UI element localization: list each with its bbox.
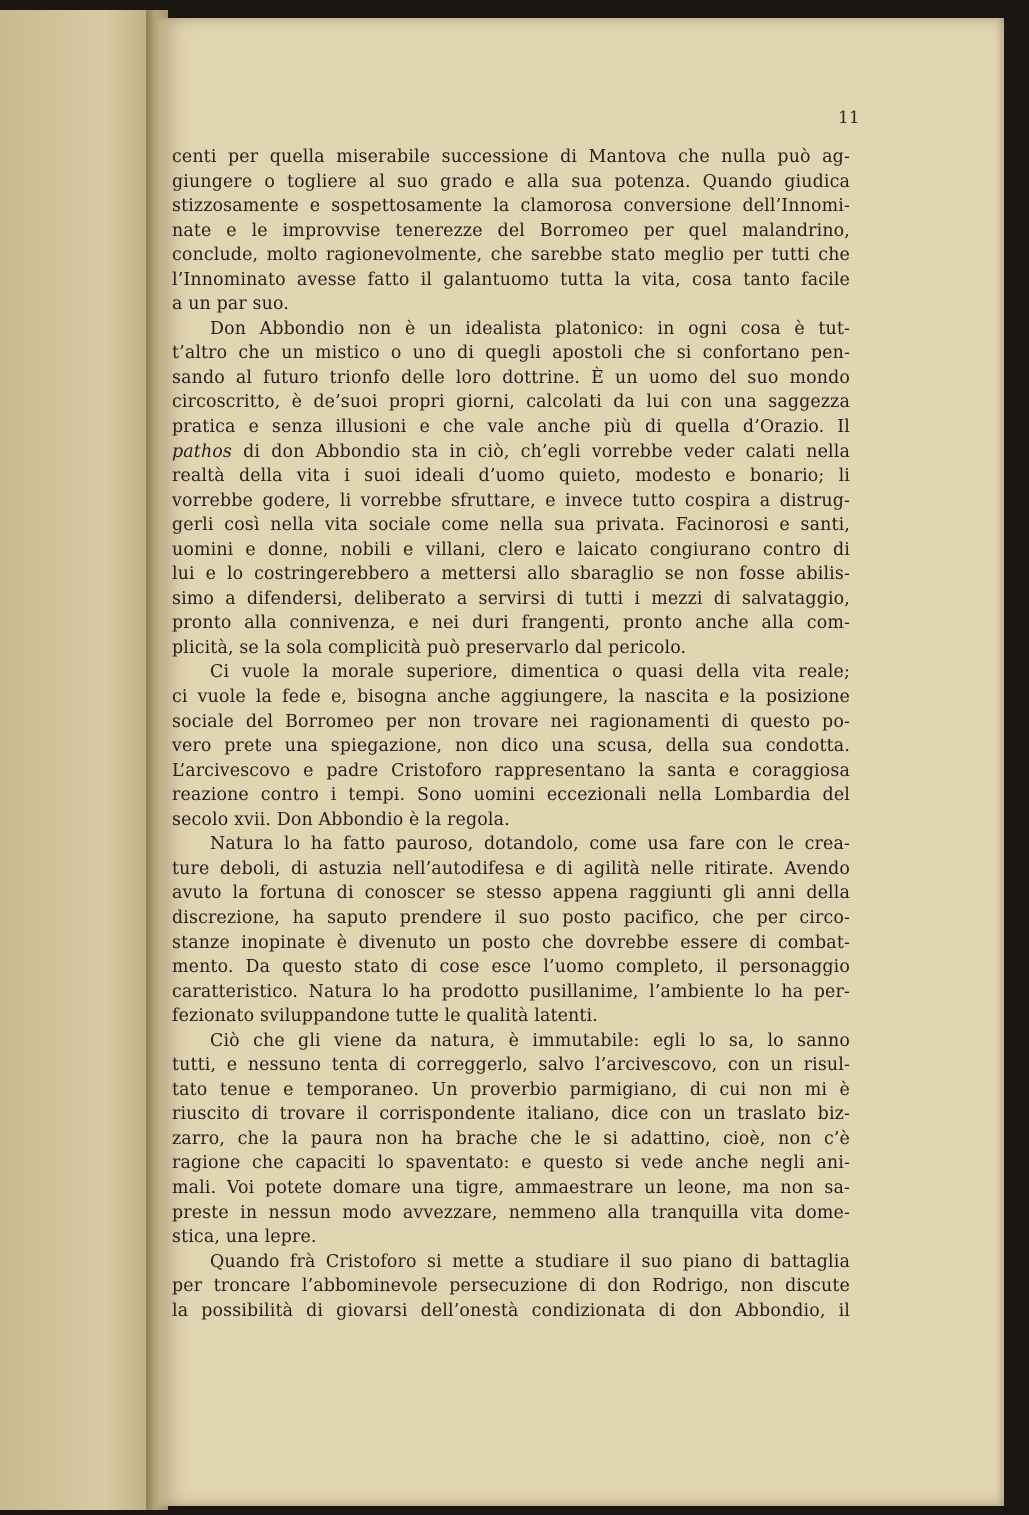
text-line: preste in nessun modo avvezzare, nemmeno alla tranquilla vita dome-: [172, 1202, 850, 1223]
text-line: mento. Da questo stato di cose esce l’uomo completo, il personaggio: [172, 957, 850, 978]
paragraph-6: [172, 1250, 850, 1324]
text-line: simo a difendersi, deliberato a servirsi di tutti i mezzi di salvataggio,: [172, 588, 850, 609]
text-line: sando al futuro trionfo delle loro dottrine. È un uomo del suo mondo: [172, 367, 850, 388]
text-line: nate e le improvvise tenerezze del Borromeo per quel malandrino,: [172, 220, 850, 241]
text-line: ture deboli, di astuzia nell’autodifesa e di agilità nelle ritirate. Avendo: [172, 858, 850, 879]
text-line: [172, 440, 850, 465]
text-line: stizzosamente e sospettosamente la clamorosa conversione dell’Innomi-: [172, 196, 850, 217]
text-line: L’arcivescovo e padre Cristoforo rappresentano la santa e coraggiosa: [172, 760, 850, 781]
text-line: stanze inopinate è divenuto un posto che dovrebbe essere di combat-: [172, 932, 850, 953]
text-line: plicità, se la sola complicità può preservarlo dal pericolo.: [172, 637, 687, 658]
text-line: Quando frà Cristoforo si mette a studiare il suo piano di battaglia: [210, 1251, 850, 1272]
text-line: riuscito di trovare il corrispondente italiano, dice con un traslato biz-: [172, 1104, 850, 1125]
italic-word: pathos: [172, 441, 232, 462]
text-line: Natura lo ha fatto pauroso, dotandolo, come usa fare con le crea-: [210, 834, 850, 855]
text-line: conclude, molto ragionevolmente, che sarebbe stato meglio per tutti che: [172, 245, 850, 266]
paragraph-1: [172, 145, 850, 317]
text-line: a un par suo.: [172, 294, 289, 315]
text-line: centi per quella miserabile successione di Mantova che nulla può ag-: [172, 147, 850, 167]
text-line: Ciò che gli viene da natura, è immutabile: egli lo sa, lo sanno: [210, 1030, 850, 1051]
text-line: mali. Voi potete domare una tigre, ammaestrare un leone, ma non sa-: [172, 1177, 850, 1198]
text-line: lui e lo costringerebbero a mettersi allo sbaraglio se non fosse abilis-: [172, 564, 850, 585]
text-line: circoscritto, è de’suoi propri giorni, calcolati da lui con una saggezza: [172, 392, 850, 413]
paragraph-5: [172, 1029, 850, 1250]
text-line: vorrebbe godere, li vorrebbe sfruttare, e invece tutto cospira a distrug-: [172, 490, 850, 511]
text-line: Ci vuole la morale superiore, dimentica o quasi della vita reale;: [210, 662, 850, 683]
text-line: gerli così nella vita sociale come nella sua privata. Facinorosi e santi,: [172, 515, 850, 536]
text-line: pratica e senza illusioni e che vale anche più di quella d’Orazio. Il: [172, 417, 850, 438]
text-line: sociale del Borromeo per non trovare nei ragionamenti di questo po-: [172, 711, 850, 732]
text-line: zarro, che la paura non ha brache che le si adattino, cioè, non c’è: [172, 1128, 850, 1149]
text-line: tato tenue e temporaneo. Un proverbio parmigiano, di cui non mi è: [172, 1079, 850, 1100]
text-line: stica, una lepre.: [172, 1227, 317, 1248]
paragraph-4: [172, 832, 850, 1028]
text-line: tutti, e nessuno tenta di correggerlo, salvo l’arcivescovo, con un risul-: [172, 1055, 850, 1076]
text-line: ci vuole la fede e, bisogna anche aggiungere, la nascita e la posizione: [172, 687, 850, 708]
text-line: realtà della vita i suoi ideali d’uomo quieto, modesto e bonario; li: [172, 466, 850, 487]
body-text: [172, 145, 850, 1323]
page-number: 11: [838, 108, 860, 128]
text-line: avuto la fortuna di conoscer se stesso appena raggiunti gli anni della: [172, 883, 850, 904]
text-line: la possibilità di giovarsi dell’onestà condizionata di don Abbondio, il: [172, 1300, 850, 1321]
text-line: ragione che capaciti lo spaventato: e questo si vede anche negli ani-: [172, 1153, 850, 1174]
text-line: giungere o togliere al suo grado e alla sua potenza. Quando giudica: [172, 171, 850, 192]
text-line: l’Innominato avesse fatto il galantuomo tutta la vita, cosa tanto facile: [172, 269, 850, 290]
paragraph-2: [172, 317, 850, 661]
text-line: per troncare l’abbominevole persecuzione di don Rodrigo, non discute: [172, 1276, 850, 1297]
text-line: fezionato sviluppandone tutte le qualità latenti.: [172, 1006, 598, 1027]
paragraph-3: [172, 660, 850, 832]
text-fragment: di don Abbondio sta in ciò, ch’egli vorrebbe veder calati nella: [231, 441, 850, 462]
text-line: discrezione, ha saputo prendere il suo posto pacifico, che per circo-: [172, 907, 850, 928]
text-line: caratteristico. Natura lo ha prodotto pusillanime, l’ambiente lo ha per-: [172, 981, 850, 1002]
text-line: reazione contro i tempi. Sono uomini eccezionali nella Lombardia del: [172, 785, 850, 806]
text-line: pronto alla connivenza, e nei duri frangenti, pronto anche alla com-: [172, 613, 850, 634]
text-line: Don Abbondio non è un idealista platonico: in ogni cosa è tut-: [210, 318, 850, 339]
left-page-edge: [0, 10, 150, 1510]
text-line: secolo xvii. Don Abbondio è la regola.: [172, 809, 510, 830]
text-line: uomini e donne, nobili e villani, clero e laicato congiurano contro di: [172, 539, 850, 560]
text-line: vero prete una spiegazione, non dico una scusa, della sua condotta.: [172, 736, 850, 757]
text-line: t’altro che un mistico o uno di quegli apostoli che si confortano pen-: [172, 343, 850, 364]
